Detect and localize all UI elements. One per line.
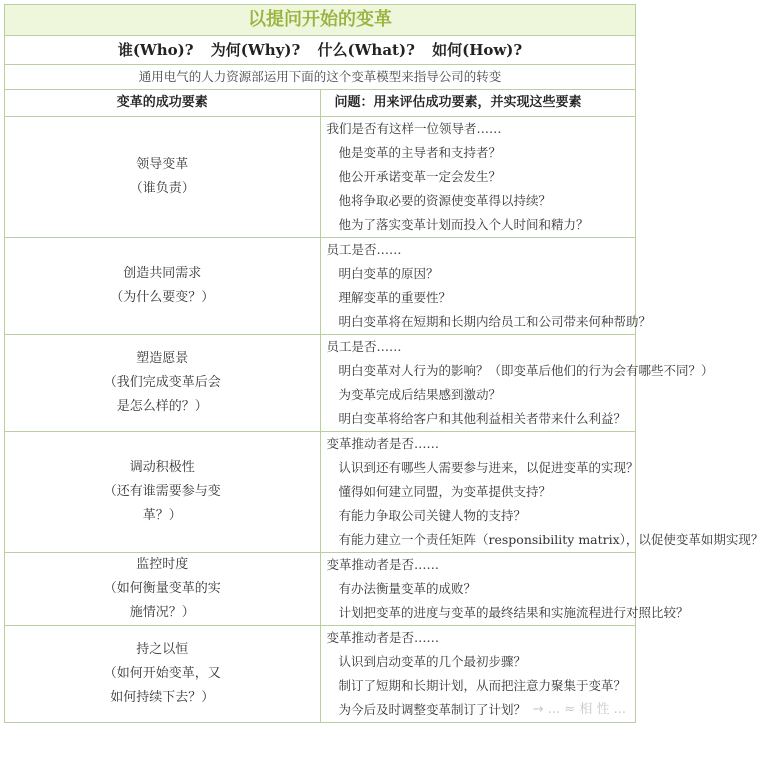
subtitle: 通用电气的人力资源部运用下面的这个变革模型来指导公司的转变 — [5, 65, 636, 90]
subtitle-row — [5, 65, 636, 90]
questions-cell — [320, 335, 714, 432]
question-item: 为今后及时调整变革制订了计划？ — [338, 702, 527, 717]
question-item: 认识到启动变革的几个最初步骤？ — [338, 654, 527, 669]
change-model-document — [4, 4, 763, 723]
question-item: 有办法衡量变革的成败？ — [338, 581, 477, 596]
success-factor-cell — [5, 117, 321, 238]
question-item: 计划把变革的进度与变革的最终结果和实施流程进行对照比较？ — [338, 605, 689, 620]
success-factor-name: 调动积极性 — [129, 460, 195, 475]
question-item: 认识到还有哪些人需要参与进来，以促进变革的实现？ — [338, 460, 639, 475]
question-lead: 我们是否有这样一位领导者…… — [326, 121, 502, 136]
question-item: 有能力争取公司关键人物的支持？ — [338, 508, 527, 523]
header-success-factors: 变革的成功要素 — [5, 90, 321, 117]
success-factor-question: 是怎么样的？） — [116, 399, 208, 414]
table-row — [5, 238, 636, 335]
question-lead: 员工是否…… — [326, 242, 402, 257]
success-factor-question: 如何持续下去？） — [110, 690, 215, 705]
header-questions: 问题：用来评估成功要素，并实现这些要素 — [320, 90, 636, 117]
success-factor-question: 施情况？） — [129, 605, 195, 620]
table-row — [5, 117, 636, 238]
success-factor-question: （如何开始变革，又 — [103, 666, 221, 681]
question-item: 明白变革对人行为的影响？（即变革后他们的行为会有哪些不同？） — [338, 363, 714, 378]
change-model-table — [4, 4, 763, 723]
header-row — [5, 90, 636, 117]
watermark: → ... ≈ 相 性 ... — [532, 702, 626, 717]
success-factor-name: 持之以恒 — [136, 642, 189, 657]
question-lead: 变革推动者是否…… — [326, 630, 440, 645]
success-factor-question: （还有谁需要参与变 — [103, 484, 221, 499]
table-body — [5, 117, 763, 723]
success-factor-cell — [5, 238, 321, 335]
table-row — [5, 553, 636, 626]
success-factor-cell — [5, 335, 321, 432]
title-row — [5, 5, 636, 36]
table-title: 以提问开始的变革 — [5, 5, 636, 36]
success-factor-question: 革？） — [142, 508, 182, 523]
questions-cell — [320, 432, 763, 553]
question-what: 什么(What)? — [317, 41, 415, 59]
success-factor-question: （如何衡量变革的实 — [103, 581, 221, 596]
success-factor-question: （为什么要变？） — [110, 290, 215, 305]
success-factor-cell — [5, 553, 321, 626]
question-lead: 员工是否…… — [326, 339, 402, 354]
question-item: 制订了短期和长期计划，从而把注意力聚集于变革？ — [338, 678, 627, 693]
question-who: 谁(Who)? — [117, 41, 194, 59]
question-lead: 变革推动者是否…… — [326, 557, 440, 572]
success-factor-cell — [5, 626, 321, 723]
success-factor-name: 领导变革 — [136, 157, 189, 172]
question-item: 明白变革将给客户和其他利益相关者带来什么利益？ — [338, 411, 627, 426]
question-item: 他将争取必要的资源使变革得以持续？ — [338, 193, 552, 208]
question-item: 为变革完成后结果感到激动？ — [338, 387, 502, 402]
question-lead: 变革推动者是否…… — [326, 436, 440, 451]
table-row — [5, 335, 636, 432]
question-item: 理解变革的重要性？ — [338, 290, 452, 305]
question-item: 他是变革的主导者和支持者？ — [338, 145, 502, 160]
questions-cell — [320, 117, 636, 238]
question-why: 为何(Why)? — [210, 41, 301, 59]
question-item: 明白变革将在短期和长期内给员工和公司带来何种帮助？ — [338, 314, 652, 329]
success-factor-name: 塑造愿景 — [136, 351, 189, 366]
success-factor-question: （谁负责） — [129, 181, 195, 196]
question-item: 明白变革的原因？ — [338, 266, 439, 281]
questions-cell — [320, 238, 652, 335]
question-item: 懂得如何建立同盟，为变革提供支持？ — [338, 484, 552, 499]
success-factor-cell — [5, 432, 321, 553]
questions-row — [5, 36, 636, 65]
questions-cell — [320, 553, 689, 626]
question-how: 如何(How)? — [432, 41, 523, 59]
table-row — [5, 432, 636, 553]
success-factor-question: （我们完成变革后会 — [103, 375, 221, 390]
question-item: 他为了落实变革计划而投入个人时间和精力？ — [338, 217, 589, 232]
success-factor-name: 监控时度 — [136, 557, 189, 572]
question-item: 他公开承诺变革一定会发生？ — [338, 169, 502, 184]
success-factor-name: 创造共同需求 — [123, 266, 202, 281]
question-item: 有能力建立一个责任矩阵（responsibility matrix），以促使变革如期实现？ — [338, 532, 763, 547]
